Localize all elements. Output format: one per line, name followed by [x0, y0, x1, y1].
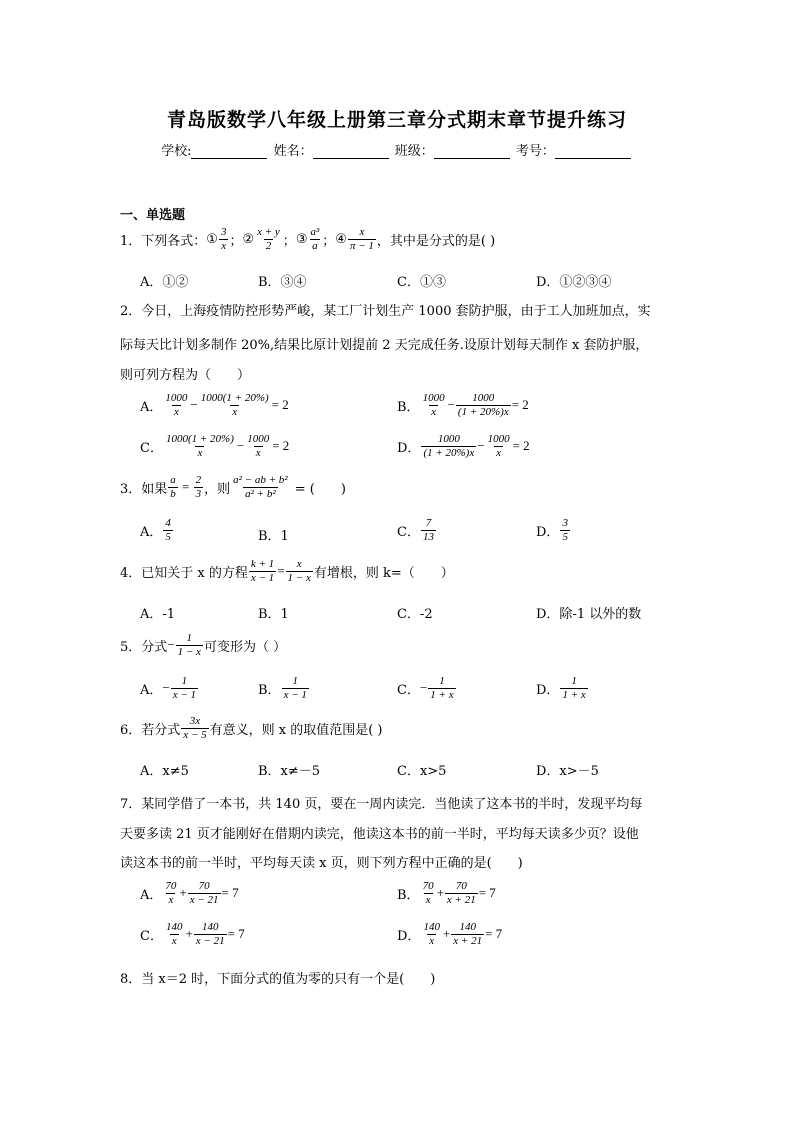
q4-option-d[interactable]: D．除-1 以外的数	[536, 607, 642, 622]
q2-option-a[interactable]: A． $\frac{1000}{x}$ − $\frac{1000(1 + 20\%)}{x}$ = 2	[140, 392, 289, 418]
q2-stem-line-2: 际每天比计划多制作 20%,结果比原计划提前 2 天完成任务.设原计划每天制作 x 套防护服，	[120, 338, 649, 353]
q2-stem-line-3: 则可列方程为（ ）	[120, 368, 251, 383]
q2-stem-line-1: 2．今日，上海疫情防控形势严峻，某工厂计划生产 1000 套防护服，由于工人加班加点，实	[120, 304, 651, 319]
q7-option-b[interactable]: B． $\frac{70}{x}$ + $\frac{70}{x + 21}$ = 7	[397, 880, 496, 906]
q1-option-d[interactable]: D．①②③④	[536, 275, 612, 290]
name-blank[interactable]	[313, 145, 389, 159]
question-4: 4．已知关于 x 的方程 $\frac{k + 1}{x - 1}$ = $\frac{x}{1 - x}$ 有增根，则 k=（ ）	[120, 558, 454, 584]
q3-option-b[interactable]: B．1	[258, 529, 289, 544]
q1-option-a[interactable]: A．①②	[140, 275, 189, 290]
class-label: 班级：	[394, 144, 434, 159]
name-label: 姓名：	[273, 144, 313, 159]
q5-option-a[interactable]: A． − $\frac{1}{x - 1}$	[140, 675, 197, 701]
q1-item2-marker: ②	[242, 231, 255, 247]
q6-option-a[interactable]: A．x≠5	[140, 764, 189, 779]
question-3: 3．如果 $\frac{a}{b}$ = $\frac{2}{3}$ ，则 $\frac{\text{a² − ab + b²}}{\text{a² + b²}}$ = ( )	[120, 474, 346, 500]
student-info-line	[0, 140, 794, 159]
q7-stem-line-2: 天要多读 21 页才能刚好在借期内读完，他读这本书的前一半时，平均每天读多少页？设他	[120, 827, 639, 842]
q3-option-d[interactable]: D． $\frac{3}{5}$	[536, 517, 568, 543]
q1-option-b[interactable]: B．③④	[258, 275, 307, 290]
question-5: 5．分式 − $\frac{1}{1 - x}$ 可变形为（ ）	[120, 632, 287, 658]
q2-option-d[interactable]: D． $\frac{1000}{(1 + 20\%)x}$ − $\frac{1000}{x}$ = 2	[397, 433, 530, 459]
q1-stem-end: ，其中是分式的是( )	[376, 233, 496, 249]
q6-option-d[interactable]: D．x>－5	[536, 764, 599, 779]
school-label: 学校:	[161, 144, 192, 159]
q7-option-c[interactable]: C． $\frac{140}{x}$ + $\frac{140}{x - 21}$ = 7	[140, 921, 245, 947]
school-blank[interactable]	[191, 145, 267, 159]
q5-option-d[interactable]: D． $\frac{1}{1 + x}$	[536, 675, 586, 701]
q7-stem-line-3: 读这本书的前一半时，平均每天读 x 页，则下列方程中正确的是( )	[120, 856, 523, 871]
question-6: 6．若分式 $\frac{3x}{x - 5}$ 有意义，则 x 的取值范围是( )	[120, 715, 383, 741]
q2-option-c[interactable]: C． $\frac{1000(1 + 20\%)}{x}$ − $\frac{1000}{x}$ = 2	[140, 433, 290, 459]
q7-option-d[interactable]: D． $\frac{140}{x}$ + $\frac{140}{x + 21}$ = 7	[397, 921, 503, 947]
page-title: 青岛版数学八年级上册第三章分式期末章节提升练习	[166, 109, 627, 131]
q1-item4-marker: ④	[335, 231, 347, 247]
q4-option-b[interactable]: B．1	[258, 607, 289, 622]
q1-fraction-2: $\frac{x + y}{2}$	[257, 226, 280, 252]
q3-option-c[interactable]: C． $\frac{7}{13}$	[397, 517, 434, 543]
q1-fraction-4: $\frac{x}{\pi - 1}$	[349, 226, 374, 252]
q1-item1-marker: ①	[206, 231, 218, 247]
question-1: 1．下列各式： ① $\frac{3}{x}$ ； ② $\frac{x + y}{2}$ ； ③ $\frac{\text{a³}}{a}$ ； ④ $\frac{x}{\pi - 1}$ ，其中是分式的是( )	[120, 226, 496, 252]
q1-stem: 1．下列各式：	[120, 233, 207, 249]
q1-item3-marker: ③	[295, 231, 308, 247]
q3-option-a[interactable]: A． $\frac{4}{5}$	[140, 517, 171, 543]
section-heading: 一、单选题	[120, 208, 186, 223]
q6-option-c[interactable]: C．x>5	[397, 764, 447, 779]
q4-option-c[interactable]: C．-2	[397, 607, 433, 622]
q1-fraction-1: $\frac{3}{x}$	[220, 226, 227, 252]
q1-option-c[interactable]: C．①③	[397, 275, 446, 290]
q1-fraction-3: $\frac{\text{a³}}{a}$	[310, 226, 320, 252]
q7-stem-line-1: 7．某同学借了一本书，共 140 页，要在一周内读完．当他读了这本书的半时，发现平均每	[120, 797, 643, 812]
number-label: 考号：	[515, 144, 555, 159]
question-8: 8．当 x＝2 时，下面分式的值为零的只有一个是( )	[120, 972, 436, 987]
q6-option-b[interactable]: B．x≠－5	[258, 764, 321, 779]
q4-option-a[interactable]: A．-1	[140, 607, 176, 622]
q2-option-b[interactable]: B． $\frac{1000}{x}$ − $\frac{1000}{(1 + 20\%)x}$ = 2	[397, 392, 529, 418]
q5-option-b[interactable]: B． $\frac{1}{x - 1}$	[258, 675, 307, 701]
class-blank[interactable]	[434, 145, 510, 159]
q7-option-a[interactable]: A． $\frac{70}{x}$ + $\frac{70}{x - 21}$ = 7	[140, 880, 239, 906]
number-blank[interactable]	[555, 145, 631, 159]
q5-option-c[interactable]: C． − $\frac{1}{1 + x}$	[397, 675, 454, 701]
